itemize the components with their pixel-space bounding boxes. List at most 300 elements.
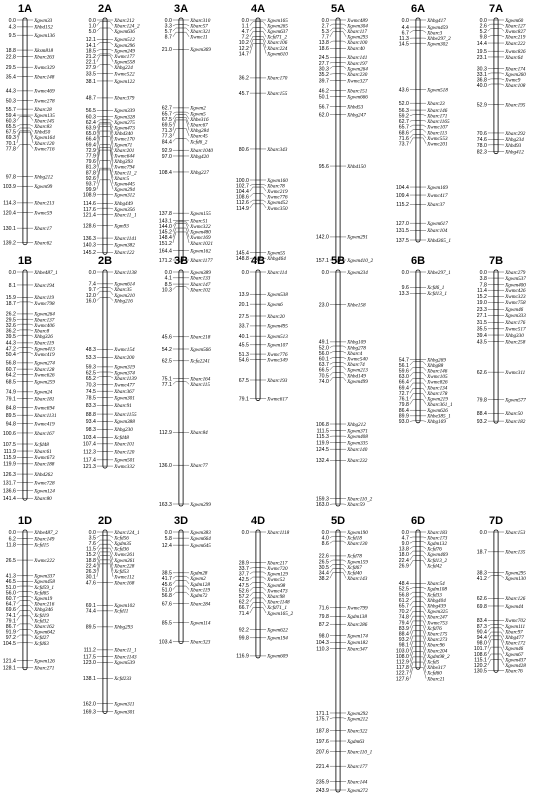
marker-leader <box>420 120 426 121</box>
marker-name: Xcfd32 <box>34 618 49 625</box>
marker-name: Xgdm138 <box>347 614 367 621</box>
marker-position: 38.5 <box>161 570 172 577</box>
marker-leader <box>420 394 426 399</box>
marker-position: 77.1 <box>161 382 172 389</box>
marker-name: Xbarc379 <box>114 95 135 102</box>
marker-leader <box>420 373 426 377</box>
marker-position: 117.4 <box>83 457 96 464</box>
chromosome-7B <box>477 255 526 425</box>
marker-position: 121.4 <box>2 658 16 665</box>
marker-name: Xgwm408 <box>347 434 368 441</box>
marker-position: 124.5 <box>315 447 329 454</box>
position-leader <box>410 362 416 365</box>
marker-position: 52.6 <box>238 588 249 595</box>
marker-position: 62.7 <box>398 119 409 126</box>
marker-position: 137.8 <box>158 210 172 217</box>
marker-position: 79.1 <box>5 618 16 625</box>
marker-name: Xbarc183 <box>427 529 448 536</box>
marker-position: 80.6 <box>238 146 249 153</box>
position-leader <box>330 536 336 537</box>
marker-name: Xbarc177 <box>347 763 368 770</box>
marker-position: 84.8 <box>5 405 16 412</box>
position-leader <box>173 32 179 37</box>
marker-position: 0.0 <box>8 17 16 24</box>
marker-name: Xgwm374 <box>114 370 135 377</box>
marker-name: Xbarc21 <box>427 676 445 683</box>
position-leader <box>488 24 494 25</box>
marker-name: Xwmc417 <box>427 192 448 199</box>
marker-leader <box>340 718 346 719</box>
marker-position: 50.3 <box>5 98 16 105</box>
marker-leader <box>420 561 426 566</box>
marker-position: 12.4 <box>161 542 172 549</box>
marker-position: 112.3 <box>83 449 96 456</box>
marker-leader <box>107 540 113 543</box>
marker-position: 5.7 <box>164 29 172 35</box>
marker-name: Xhbd262 <box>34 471 53 478</box>
marker-position: 56.3 <box>398 107 409 114</box>
marker-name: Xhbg88 <box>427 362 444 369</box>
marker-position: 30.3 <box>318 66 329 73</box>
marker-position: 74.4 <box>85 608 96 615</box>
chromosome-label: 5D <box>330 515 346 527</box>
chromosome-bar <box>256 270 260 401</box>
chromosome-5B <box>316 255 373 508</box>
marker-position: 136.6 <box>2 488 16 495</box>
marker-name: Xhbg404 <box>427 597 446 604</box>
marker-name: Xbarc258 <box>505 339 526 346</box>
marker-name: Xbarc182 <box>505 418 526 425</box>
marker-leader <box>260 598 266 602</box>
marker-leader <box>27 335 33 336</box>
position-leader <box>17 596 23 598</box>
marker-name: Xbarc67 <box>190 122 208 129</box>
marker-leader <box>260 32 266 37</box>
marker-name: Xcfd5 <box>427 659 440 666</box>
marker-name: Xbarc222 <box>505 40 526 47</box>
marker-position: 27.1 <box>476 313 487 320</box>
marker-position: 51.0 <box>161 587 172 594</box>
marker-leader <box>420 588 426 589</box>
marker-leader <box>260 187 266 191</box>
marker-position: 103.0 <box>395 648 409 655</box>
marker-name: Xhbg269 <box>427 357 446 364</box>
marker-position: 19.5 <box>476 49 487 55</box>
marker-position: 131.7 <box>2 480 16 487</box>
marker-position: 108.0 <box>395 653 409 660</box>
marker-name: Xgwm296 <box>114 42 135 49</box>
marker-name: Xbarc321 <box>190 29 211 35</box>
marker-leader <box>107 50 113 51</box>
marker-position: 45.6 <box>161 334 172 341</box>
marker-position: 41.7 <box>161 576 172 583</box>
marker-name: Xbarc167 <box>34 430 55 437</box>
marker-name: Xgwm664 <box>190 535 211 542</box>
marker-position: 1.1 <box>241 23 249 30</box>
marker-name: Xbarc1177 <box>190 257 213 264</box>
marker-position: 67.5 <box>238 377 249 384</box>
marker-leader <box>340 66 346 68</box>
position-leader <box>250 204 256 208</box>
marker-position: 54.2 <box>161 346 172 353</box>
marker-name: Xhbd150 <box>347 163 366 170</box>
marker-leader <box>183 32 189 37</box>
marker-leader <box>420 378 426 382</box>
marker-name: Xgwm2 <box>190 576 206 583</box>
position-leader <box>250 582 256 585</box>
marker-name: Xgwm642 <box>34 629 55 636</box>
marker-leader <box>498 36 504 37</box>
position-leader <box>17 348 23 349</box>
marker-position: 43.6 <box>398 87 409 94</box>
marker-leader <box>420 43 426 44</box>
marker-position: 66.4 <box>85 136 96 143</box>
marker-leader <box>107 208 113 209</box>
marker-name: Xbarc40 <box>347 46 365 53</box>
marker-name: Xgwm295 <box>505 570 526 577</box>
position-leader <box>488 625 494 626</box>
marker-leader <box>107 536 113 538</box>
marker-position: 92.2 <box>238 627 249 634</box>
marker-name: Xbarc1131 <box>34 413 57 419</box>
marker-name: Xgwm260 <box>505 71 526 78</box>
marker-position: 85.5 <box>161 620 172 627</box>
marker-position: 70.1 <box>5 140 16 147</box>
marker-name: Xcfd42 <box>427 563 442 570</box>
chromosome-bar <box>23 530 27 670</box>
chromosome-7A <box>477 3 526 155</box>
marker-position: 121.4 <box>82 212 96 219</box>
marker-name: Xbarc113 <box>427 130 447 137</box>
marker-name: Xbarc1148 <box>267 599 290 606</box>
marker-name: Xbarc284 <box>190 601 211 608</box>
marker-position: 120.4 <box>2 210 16 217</box>
marker-name: Xgwm159 <box>347 559 368 566</box>
marker-position: 171.2 <box>158 257 172 264</box>
marker-name: Xgwm102 <box>114 603 135 610</box>
marker-name: Xwmc826 <box>505 49 526 55</box>
chromosome-label: 2A <box>97 3 113 15</box>
marker-leader <box>420 616 426 622</box>
marker-name: Xgwm155 <box>190 210 211 217</box>
marker-leader <box>340 536 346 537</box>
position-leader <box>330 363 336 365</box>
marker-name: Xhbd365_1 <box>427 237 452 244</box>
marker-name: Xwmc112 <box>114 574 135 581</box>
marker-position: 23.0 <box>318 302 329 309</box>
marker-position: 82.3 <box>476 149 487 156</box>
marker-name: Xbarc11_2 <box>114 170 137 177</box>
chromosome-3B <box>159 255 211 508</box>
marker-position: 35.4 <box>5 74 16 81</box>
marker-name: Xgwm275 <box>114 119 135 126</box>
marker-position: 0.0 <box>88 269 96 276</box>
marker-name: Xgwm538 <box>267 292 288 299</box>
marker-name: Xgwm272 <box>347 787 368 794</box>
marker-name: Xgwm513 <box>267 333 288 340</box>
marker-name: Xgwm383 <box>190 529 211 536</box>
marker-name: Xksm818 <box>34 47 54 54</box>
marker-name: Xwmc473 <box>267 588 288 595</box>
marker-position: 97.0 <box>161 153 172 160</box>
position-leader <box>410 43 416 44</box>
marker-position: 6.7 <box>401 30 409 37</box>
marker-name: Xgwm165_2 <box>267 610 294 617</box>
marker-leader <box>498 625 504 626</box>
marker-leader <box>27 116 33 120</box>
marker-position: 79.6 <box>85 159 96 166</box>
marker-name: Xwmc517 <box>505 326 526 333</box>
marker-position: 76.1 <box>398 396 409 403</box>
marker-position: 0.0 <box>401 269 409 276</box>
marker-name: Xgdm28 <box>190 570 208 577</box>
marker-position: 86.4 <box>398 408 409 415</box>
chromosome-5D <box>316 515 373 794</box>
marker-leader <box>183 232 189 243</box>
marker-leader <box>498 24 504 25</box>
marker-position: 69.4 <box>85 142 96 149</box>
marker-leader <box>260 568 266 569</box>
marker-position: 0.0 <box>479 17 487 24</box>
marker-position: 98.0 <box>318 633 329 640</box>
marker-leader <box>340 24 346 25</box>
marker-name: Xgwm626 <box>427 408 448 415</box>
marker-name: Xgdm35 <box>114 541 132 547</box>
marker-name: Xcfd13_2 <box>427 557 447 564</box>
marker-position: 18.8 <box>85 557 96 564</box>
marker-position: 73.7 <box>398 141 409 148</box>
marker-leader <box>420 115 426 116</box>
marker-name: Xgwm264 <box>34 311 55 318</box>
marker-name: Xbarc271 <box>34 665 55 672</box>
marker-name: Xgdm128 <box>190 581 210 588</box>
marker-name: Xcfd48 <box>114 435 129 442</box>
chromosome-bar <box>179 18 183 262</box>
marker-position: 14.7 <box>238 51 249 58</box>
chromosome-bar <box>23 18 27 245</box>
marker-position: 59.3 <box>85 364 96 371</box>
marker-position: 0.0 <box>241 17 249 24</box>
marker-position: 2.7 <box>321 23 329 30</box>
chromosome-6B <box>399 255 453 425</box>
marker-position: 79.8 <box>398 402 409 409</box>
marker-name: Xhbd152 <box>34 24 53 31</box>
marker-position: 69.4 <box>398 385 409 392</box>
chromosome-bar <box>336 530 340 792</box>
position-leader <box>97 28 103 31</box>
marker-name: Xwmc107 <box>427 124 448 131</box>
marker-position: 22.8 <box>5 54 16 61</box>
marker-leader <box>107 560 113 571</box>
chromosome-label: 5B <box>330 255 346 267</box>
marker-position: 70.5 <box>318 373 329 380</box>
marker-name: Xbarc204 <box>427 648 448 655</box>
marker-position: 128.6 <box>82 223 96 230</box>
position-leader <box>97 124 103 133</box>
marker-position: 114.6 <box>83 201 96 208</box>
position-leader <box>97 291 103 295</box>
marker-name: Xbarc279 <box>505 269 526 276</box>
marker-name: Xgwm130 <box>505 575 526 582</box>
marker-position: 5.0 <box>88 29 96 35</box>
marker-leader <box>107 180 113 189</box>
chromosome-4D <box>236 515 293 660</box>
marker-leader <box>107 28 113 31</box>
marker-name: Xgwm182 <box>347 640 368 647</box>
marker-position: 103.9 <box>2 184 16 191</box>
marker-name: Xgwm46 <box>505 646 524 653</box>
marker-position: 100.0 <box>235 177 249 184</box>
marker-leader <box>498 28 504 31</box>
marker-name: Xgwm369 <box>190 47 211 54</box>
marker-position: 15.2 <box>476 294 487 301</box>
marker-name: Xhbg417 <box>427 17 446 24</box>
marker-position: 138.1 <box>82 676 96 683</box>
marker-position: 62.6 <box>476 596 487 603</box>
marker-name: Xbarc193 <box>267 377 288 384</box>
marker-position: 38.1 <box>85 78 96 85</box>
marker-name: Xhbg216 <box>114 298 133 305</box>
marker-position: 114.3 <box>3 200 16 207</box>
marker-position: 66.5 <box>318 367 329 374</box>
marker-name: Xbarc197 <box>347 60 368 67</box>
marker-leader <box>107 376 113 378</box>
position-leader <box>250 184 256 185</box>
marker-leader <box>498 84 504 85</box>
marker-position: 60.1 <box>318 356 329 363</box>
marker-position: 99.9 <box>85 187 96 194</box>
marker-position: 44.3 <box>5 340 16 347</box>
marker-position: 88.4 <box>476 411 487 418</box>
marker-position: 115.9 <box>3 455 16 462</box>
marker-position: 7.4 <box>88 281 96 288</box>
marker-position: 139.2 <box>2 240 16 247</box>
marker-position: 127.0 <box>395 221 409 227</box>
marker-leader <box>260 194 266 197</box>
marker-position: 104.3 <box>315 640 329 647</box>
marker-name: Xbarc286 <box>347 622 368 629</box>
marker-name: Xgwm259 <box>34 379 55 386</box>
marker-position: 27.5 <box>238 313 249 320</box>
position-leader <box>173 138 179 141</box>
marker-name: Xgwm356 <box>114 206 135 213</box>
marker-name: Xbarc162 <box>34 623 55 630</box>
marker-name: Xgwm111 <box>505 623 526 630</box>
marker-name: Xbarc101 <box>114 441 135 448</box>
marker-name: Xbarc1139 <box>114 375 137 382</box>
marker-name: Xbarc11_1 <box>114 647 137 654</box>
marker-position: 66.4 <box>398 379 409 386</box>
marker-position: 0.0 <box>164 269 172 276</box>
marker-position: 9.0 <box>401 541 409 547</box>
marker-leader <box>27 330 33 331</box>
marker-position: 115.3 <box>316 434 329 441</box>
marker-leader <box>107 147 113 161</box>
marker-name: Xbarc146 <box>427 368 448 375</box>
marker-position: 89.5 <box>5 413 16 419</box>
marker-name: Xhbg212 <box>34 174 53 181</box>
marker-leader <box>420 597 426 600</box>
marker-position: 7.7 <box>321 34 329 41</box>
marker-position: 89.9 <box>398 413 409 420</box>
marker-position: 62.5 <box>161 358 172 365</box>
marker-leader <box>498 628 504 632</box>
position-leader <box>410 542 416 544</box>
marker-leader <box>107 168 113 178</box>
marker-leader <box>340 541 346 543</box>
marker-name: Xhbe316 <box>190 116 209 123</box>
chromosome-label: 1B <box>17 255 33 267</box>
marker-position: 4.4 <box>401 24 409 31</box>
marker-position: 10.2 <box>238 40 249 47</box>
chromosome-bar <box>103 270 107 468</box>
marker-name: Xbarc247 <box>427 614 448 621</box>
marker-name: Xcfd63 <box>34 640 49 647</box>
position-leader <box>17 302 23 303</box>
position-leader <box>250 593 256 597</box>
position-leader <box>410 378 416 382</box>
position-leader <box>97 564 103 577</box>
marker-position: 144.0 <box>158 224 172 231</box>
position-leader <box>173 382 179 385</box>
marker-name: Xgwm499 <box>347 378 368 385</box>
marker-leader <box>420 125 426 127</box>
marker-name: Xbarc1165 <box>427 119 450 126</box>
marker-position: 36.2 <box>238 75 249 82</box>
marker-leader <box>27 591 33 592</box>
marker-name: Xgwm537 <box>505 275 526 282</box>
marker-position: 108.6 <box>235 194 249 201</box>
marker-position: 65.7 <box>161 111 172 118</box>
position-leader <box>330 346 336 347</box>
marker-position: 67.6 <box>161 601 172 608</box>
marker-position: 62.6 <box>476 369 487 376</box>
marker-position: 56.7 <box>318 104 329 111</box>
marker-position: 51.3 <box>238 351 249 358</box>
marker-name: Xcfd15 <box>34 542 49 549</box>
position-leader <box>410 31 416 33</box>
marker-position: 8.5 <box>164 281 172 288</box>
marker-name: Xwmc419 <box>34 351 55 358</box>
marker-leader <box>340 346 346 347</box>
position-leader <box>410 135 416 139</box>
marker-name: Xbarc4 <box>347 350 363 357</box>
marker-position: 86.7 <box>5 623 16 630</box>
marker-position: 119.9 <box>316 440 329 447</box>
position-leader <box>330 564 336 567</box>
marker-position: 18.8 <box>5 47 16 54</box>
marker-position: 26.3 <box>85 569 96 575</box>
marker-position: 4.1 <box>164 275 172 282</box>
marker-position: 104.4 <box>235 189 249 195</box>
marker-leader <box>27 302 33 303</box>
marker-leader <box>107 291 113 295</box>
marker-name: Xwmc222 <box>34 557 55 564</box>
marker-leader <box>420 421 426 422</box>
marker-name: Xgwm512 <box>114 37 135 44</box>
position-leader <box>250 28 256 32</box>
marker-position: 72.9 <box>85 147 96 154</box>
marker-position: 98.0 <box>476 640 487 647</box>
marker-name: Xwmc349 <box>267 357 288 364</box>
marker-leader <box>27 324 33 325</box>
marker-position: 119.9 <box>3 461 16 468</box>
marker-leader <box>420 537 426 538</box>
marker-name: Xbarc124_1 <box>114 529 140 536</box>
marker-position: 0.0 <box>8 269 16 276</box>
marker-name: Xhbg439 <box>427 603 446 610</box>
marker-name: Xbarc108 <box>505 83 526 90</box>
